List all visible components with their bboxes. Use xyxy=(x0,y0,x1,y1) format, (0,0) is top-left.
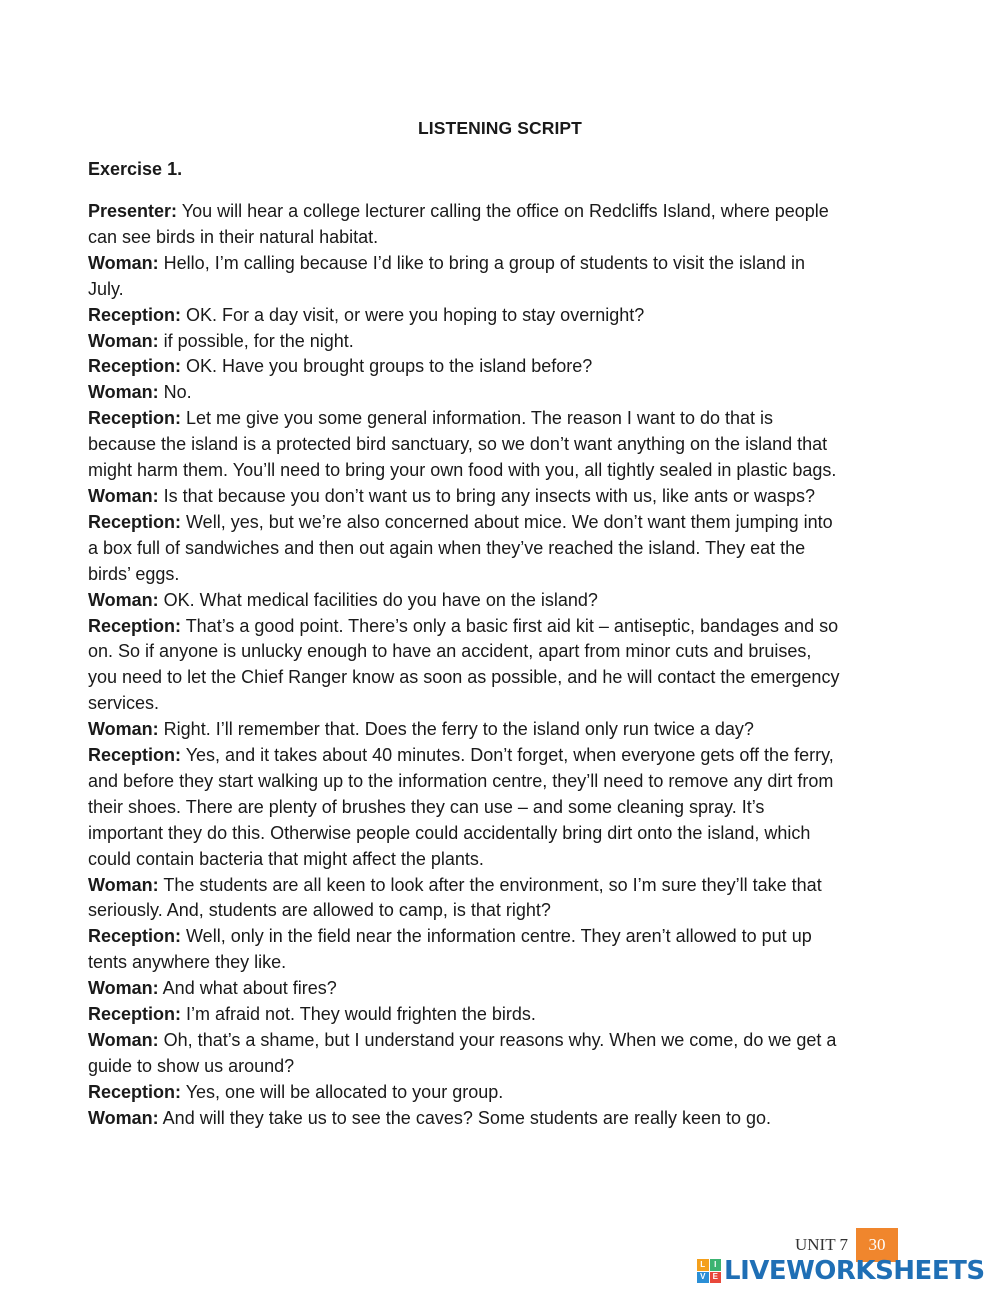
speaker-label: Woman: xyxy=(88,719,159,740)
script-line xyxy=(88,510,912,536)
script-line xyxy=(88,821,912,847)
script-line xyxy=(88,847,912,873)
script-line xyxy=(88,1106,912,1132)
line-text: Well, only in the field near the information centre. They aren’t allowed to put up xyxy=(181,926,812,947)
speaker-label: Woman: xyxy=(88,1030,159,1050)
line-text: guide to show us around? xyxy=(88,1055,295,1076)
liveworksheets-logo-icon xyxy=(697,1259,721,1283)
page-number: 30 xyxy=(856,1228,898,1262)
script-line xyxy=(88,743,912,769)
line-text: Is that because you don’t want us to bring any insects with us, like ants or wasps? xyxy=(158,485,816,506)
speaker-label: Woman: xyxy=(88,252,159,273)
logo-tile: V xyxy=(697,1272,709,1284)
exercise-heading: Exercise 1. xyxy=(88,159,183,179)
script-line xyxy=(88,639,912,665)
speaker-label: Woman: xyxy=(88,330,159,351)
line-text: can see birds in their natural habitat. xyxy=(88,226,379,247)
speaker-label: Reception: xyxy=(88,1081,182,1102)
line-text: could contain bacteria that might affect the plants. xyxy=(88,848,484,869)
line-text: if possible, for the night. xyxy=(158,330,354,351)
line-text: Well, yes, but we’re also concerned about mice. We don’t want them jumping into xyxy=(181,511,833,532)
script-line xyxy=(88,665,912,691)
script-line xyxy=(88,458,912,484)
speaker-label: Reception: xyxy=(88,1004,182,1025)
line-text: Oh, that’s a shame, but I understand your reasons why. When we come, do we get a xyxy=(158,1030,837,1050)
script-line xyxy=(88,1028,912,1054)
script-line xyxy=(88,1080,912,1106)
script-line xyxy=(88,950,912,976)
line-text: I’m afraid not. They would frighten the birds. xyxy=(181,1004,536,1025)
speaker-label: Reception: xyxy=(88,304,182,325)
script-line xyxy=(88,1054,912,1080)
script-line xyxy=(88,976,912,1002)
speaker-label: Reception: xyxy=(88,615,182,636)
logo-tile: L xyxy=(697,1259,709,1271)
script-line xyxy=(88,432,912,458)
line-text: No. xyxy=(158,382,192,403)
line-text: important they do this. Otherwise people could accidentally bring dirt onto the island, which xyxy=(88,822,811,843)
line-text: Right. I’ll remember that. Does the ferry to the island only run twice a day? xyxy=(158,719,754,740)
line-text: a box full of sandwiches and then out again when they’ve reached the island. They eat the xyxy=(88,537,806,558)
script-line xyxy=(88,562,912,588)
speaker-label: Woman: xyxy=(88,1107,159,1128)
script-line xyxy=(88,277,912,303)
logo-tile: E xyxy=(710,1272,722,1284)
line-text: their shoes. There are plenty of brushes they can use – and some cleaning spray. It’s xyxy=(88,796,765,817)
line-text: seriously. And, students are allowed to camp, is that right? xyxy=(88,900,551,921)
line-text: on. So if anyone is unlucky enough to have an accident, apart from minor cuts and bruises, xyxy=(88,641,812,662)
line-text: birds’ eggs. xyxy=(88,563,180,584)
script-line xyxy=(88,536,912,562)
script-line xyxy=(88,795,912,821)
line-text: July. xyxy=(88,278,124,299)
speaker-label: Reception: xyxy=(88,408,182,429)
speaker-label: Woman: xyxy=(88,978,159,999)
line-text: tents anywhere they like. xyxy=(88,952,287,973)
script-line xyxy=(88,303,912,329)
line-text: OK. What medical facilities do you have on the island? xyxy=(158,589,598,610)
line-text: and before they start walking up to the information centre, they’ll need to remove any dirt from xyxy=(88,770,834,791)
speaker-label: Presenter: xyxy=(88,201,178,221)
line-text: That’s a good point. There’s only a basic first aid kit – antiseptic, bandages and so xyxy=(181,615,839,636)
line-text: And will they take us to see the caves? Some students are really keen to go. xyxy=(158,1107,772,1128)
line-text: Yes, and it takes about 40 minutes. Don’t forget, when everyone gets off the ferry, xyxy=(181,745,834,766)
script-line xyxy=(88,406,912,432)
unit-label: UNIT 7 xyxy=(795,1235,849,1254)
speaker-label: Woman: xyxy=(88,874,159,895)
line-text: You will hear a college lecturer calling the office on Redcliffs Island, where people xyxy=(177,201,829,221)
line-text: OK. Have you brought groups to the island before? xyxy=(181,356,593,377)
script-line xyxy=(88,380,912,406)
speaker-label: Woman: xyxy=(88,589,159,610)
script-line xyxy=(88,329,912,355)
logo-tile: I xyxy=(710,1259,722,1271)
script-line xyxy=(88,1002,912,1028)
script-line xyxy=(88,898,912,924)
script-line xyxy=(88,484,912,510)
line-text: The students are all keen to look after the environment, so I’m sure they’ll take that xyxy=(158,874,822,895)
line-text: Hello, I’m calling because I’d like to bring a group of students to visit the island in xyxy=(158,252,806,273)
line-text: OK. For a day visit, or were you hoping to stay overnight? xyxy=(181,304,645,325)
listening-script-body xyxy=(88,199,912,1132)
speaker-label: Reception: xyxy=(88,926,182,947)
script-line xyxy=(88,588,912,614)
speaker-label: Reception: xyxy=(88,745,182,766)
line-text: because the island is a protected bird sanctuary, so we don’t want anything on the island that xyxy=(88,434,828,455)
script-line xyxy=(88,873,912,899)
line-text: Let me give you some general information. The reason I want to do that is xyxy=(181,408,774,429)
line-text: might harm them. You’ll need to bring your own food with you, all tightly sealed in plastic bags. xyxy=(88,460,837,481)
script-line xyxy=(88,354,912,380)
line-text: you need to let the Chief Ranger know as soon as possible, and he will contact the emergency xyxy=(88,667,840,688)
speaker-label: Reception: xyxy=(88,356,182,377)
script-line xyxy=(88,924,912,950)
script-line xyxy=(88,614,912,640)
script-line xyxy=(88,691,912,717)
speaker-label: Woman: xyxy=(88,382,159,403)
liveworksheets-logo-text: LIVEWORKSHEETS xyxy=(724,1256,985,1286)
line-text: Yes, one will be allocated to your group. xyxy=(181,1081,504,1102)
script-line xyxy=(88,199,912,225)
speaker-label: Reception: xyxy=(88,511,182,532)
script-line xyxy=(88,251,912,277)
speaker-label: Woman: xyxy=(88,485,159,506)
line-text: services. xyxy=(88,693,160,714)
script-line xyxy=(88,769,912,795)
script-line xyxy=(88,717,912,743)
page-title: LISTENING SCRIPT xyxy=(418,118,582,138)
line-text: And what about fires? xyxy=(158,978,337,999)
liveworksheets-logo xyxy=(697,1257,985,1285)
script-line xyxy=(88,225,912,251)
